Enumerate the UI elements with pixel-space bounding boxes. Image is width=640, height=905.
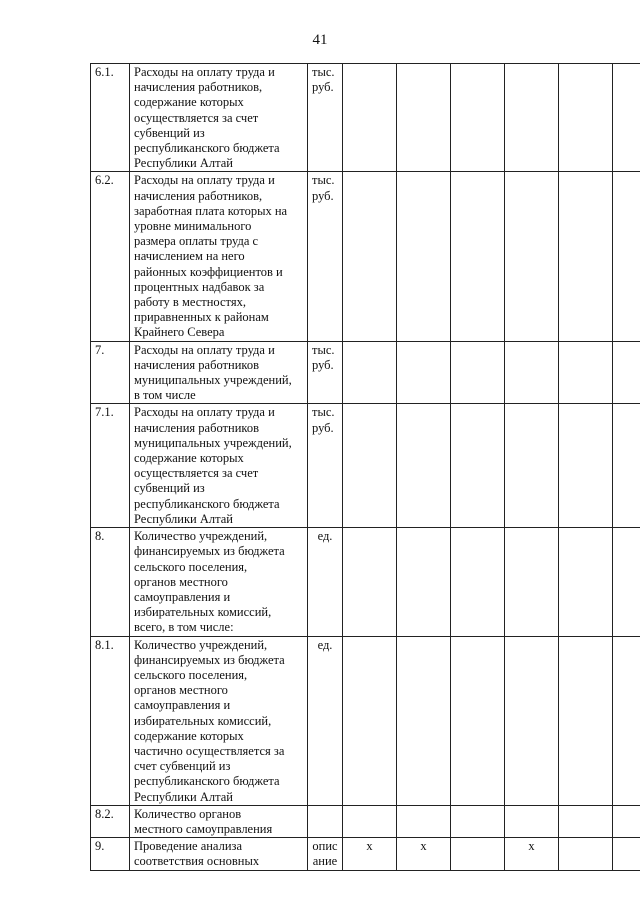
value-cell [451,64,505,172]
value-cell [451,172,505,341]
value-cell [505,404,559,528]
row-number: 9. [91,838,130,870]
row-indicator-text: Проведение анализа соответствия основных [130,838,308,870]
value-cell [505,172,559,341]
value-cell [343,636,397,805]
row-indicator-text: Количество органов местного самоуправления [130,805,308,837]
value-cell [397,805,451,837]
row-indicator-text: Расходы на оплату труда и начисления работников муниципальных учреждений, в том числе [130,341,308,404]
value-cell [559,64,613,172]
value-cell [397,64,451,172]
row-number: 7. [91,341,130,404]
value-cell [343,64,397,172]
value-cell [451,404,505,528]
value-cell [343,404,397,528]
table-row [91,172,640,341]
row-unit: тыс. руб. [308,172,343,341]
row-unit: ед. [308,636,343,805]
row-unit: тыс. руб. [308,341,343,404]
row-indicator-text: Количество учреждений, финансируемых из бюджета сельского поселения, органов местного самоуправления и избирательных комиссий, всего, в том числе: [130,528,308,636]
row-number: 6.2. [91,172,130,341]
value-cell [613,636,640,805]
row-unit: ед. [308,528,343,636]
value-cell [613,172,640,341]
indicator-table [90,63,640,871]
row-indicator-text: Расходы на оплату труда и начисления работников, заработная плата которых на уровне минимального размера оплаты труда с начислением на него районных коэффициентов и процентных надбавок за работу в местностях, приравненных к районам Крайнего Севера [130,172,308,341]
row-indicator-text: Количество учреждений, финансируемых из бюджета сельского поселения, органов местного самоуправления и избирательных комиссий, содержание которых частично осуществляется за счет субвенций из республиканского бюджета Республики Алтай [130,636,308,805]
value-cell [343,528,397,636]
value-cell [613,805,640,837]
row-unit: опис ание [308,838,343,870]
value-cell: х [505,838,559,870]
table-row [91,805,640,837]
row-number: 6.1. [91,64,130,172]
value-cell [559,805,613,837]
value-cell [397,528,451,636]
value-cell [397,636,451,805]
value-cell [613,341,640,404]
row-indicator-text: Расходы на оплату труда и начисления работников, содержание которых осуществляется за счет субвенций из республиканского бюджета Республики Алтай [130,64,308,172]
table-row [91,838,640,870]
value-cell [397,404,451,528]
value-cell [559,404,613,528]
value-cell [613,838,640,870]
row-indicator-text: Расходы на оплату труда и начисления работников муниципальных учреждений, содержание которых осуществляется за счет субвенций из республиканского бюджета Республики Алтай [130,404,308,528]
value-cell [451,838,505,870]
row-number: 7.1. [91,404,130,528]
table-row [91,528,640,636]
value-cell [559,636,613,805]
value-cell [397,172,451,341]
value-cell [559,341,613,404]
value-cell [613,528,640,636]
value-cell [451,805,505,837]
value-cell [505,64,559,172]
table-row [91,636,640,805]
table-row [91,404,640,528]
value-cell [343,341,397,404]
row-unit [308,805,343,837]
value-cell [451,636,505,805]
value-cell [343,172,397,341]
value-cell [505,636,559,805]
value-cell [559,528,613,636]
row-unit: тыс. руб. [308,404,343,528]
row-number: 8.2. [91,805,130,837]
value-cell [397,341,451,404]
value-cell [505,805,559,837]
value-cell [451,341,505,404]
value-cell [505,528,559,636]
value-cell [343,805,397,837]
table-row [91,64,640,172]
value-cell [505,341,559,404]
row-unit: тыс. руб. [308,64,343,172]
value-cell: х [397,838,451,870]
value-cell [559,838,613,870]
value-cell [451,528,505,636]
row-number: 8. [91,528,130,636]
table-row [91,341,640,404]
value-cell [613,64,640,172]
value-cell [559,172,613,341]
value-cell [613,404,640,528]
value-cell: х [343,838,397,870]
row-number: 8.1. [91,636,130,805]
page-number: 41 [312,32,328,48]
